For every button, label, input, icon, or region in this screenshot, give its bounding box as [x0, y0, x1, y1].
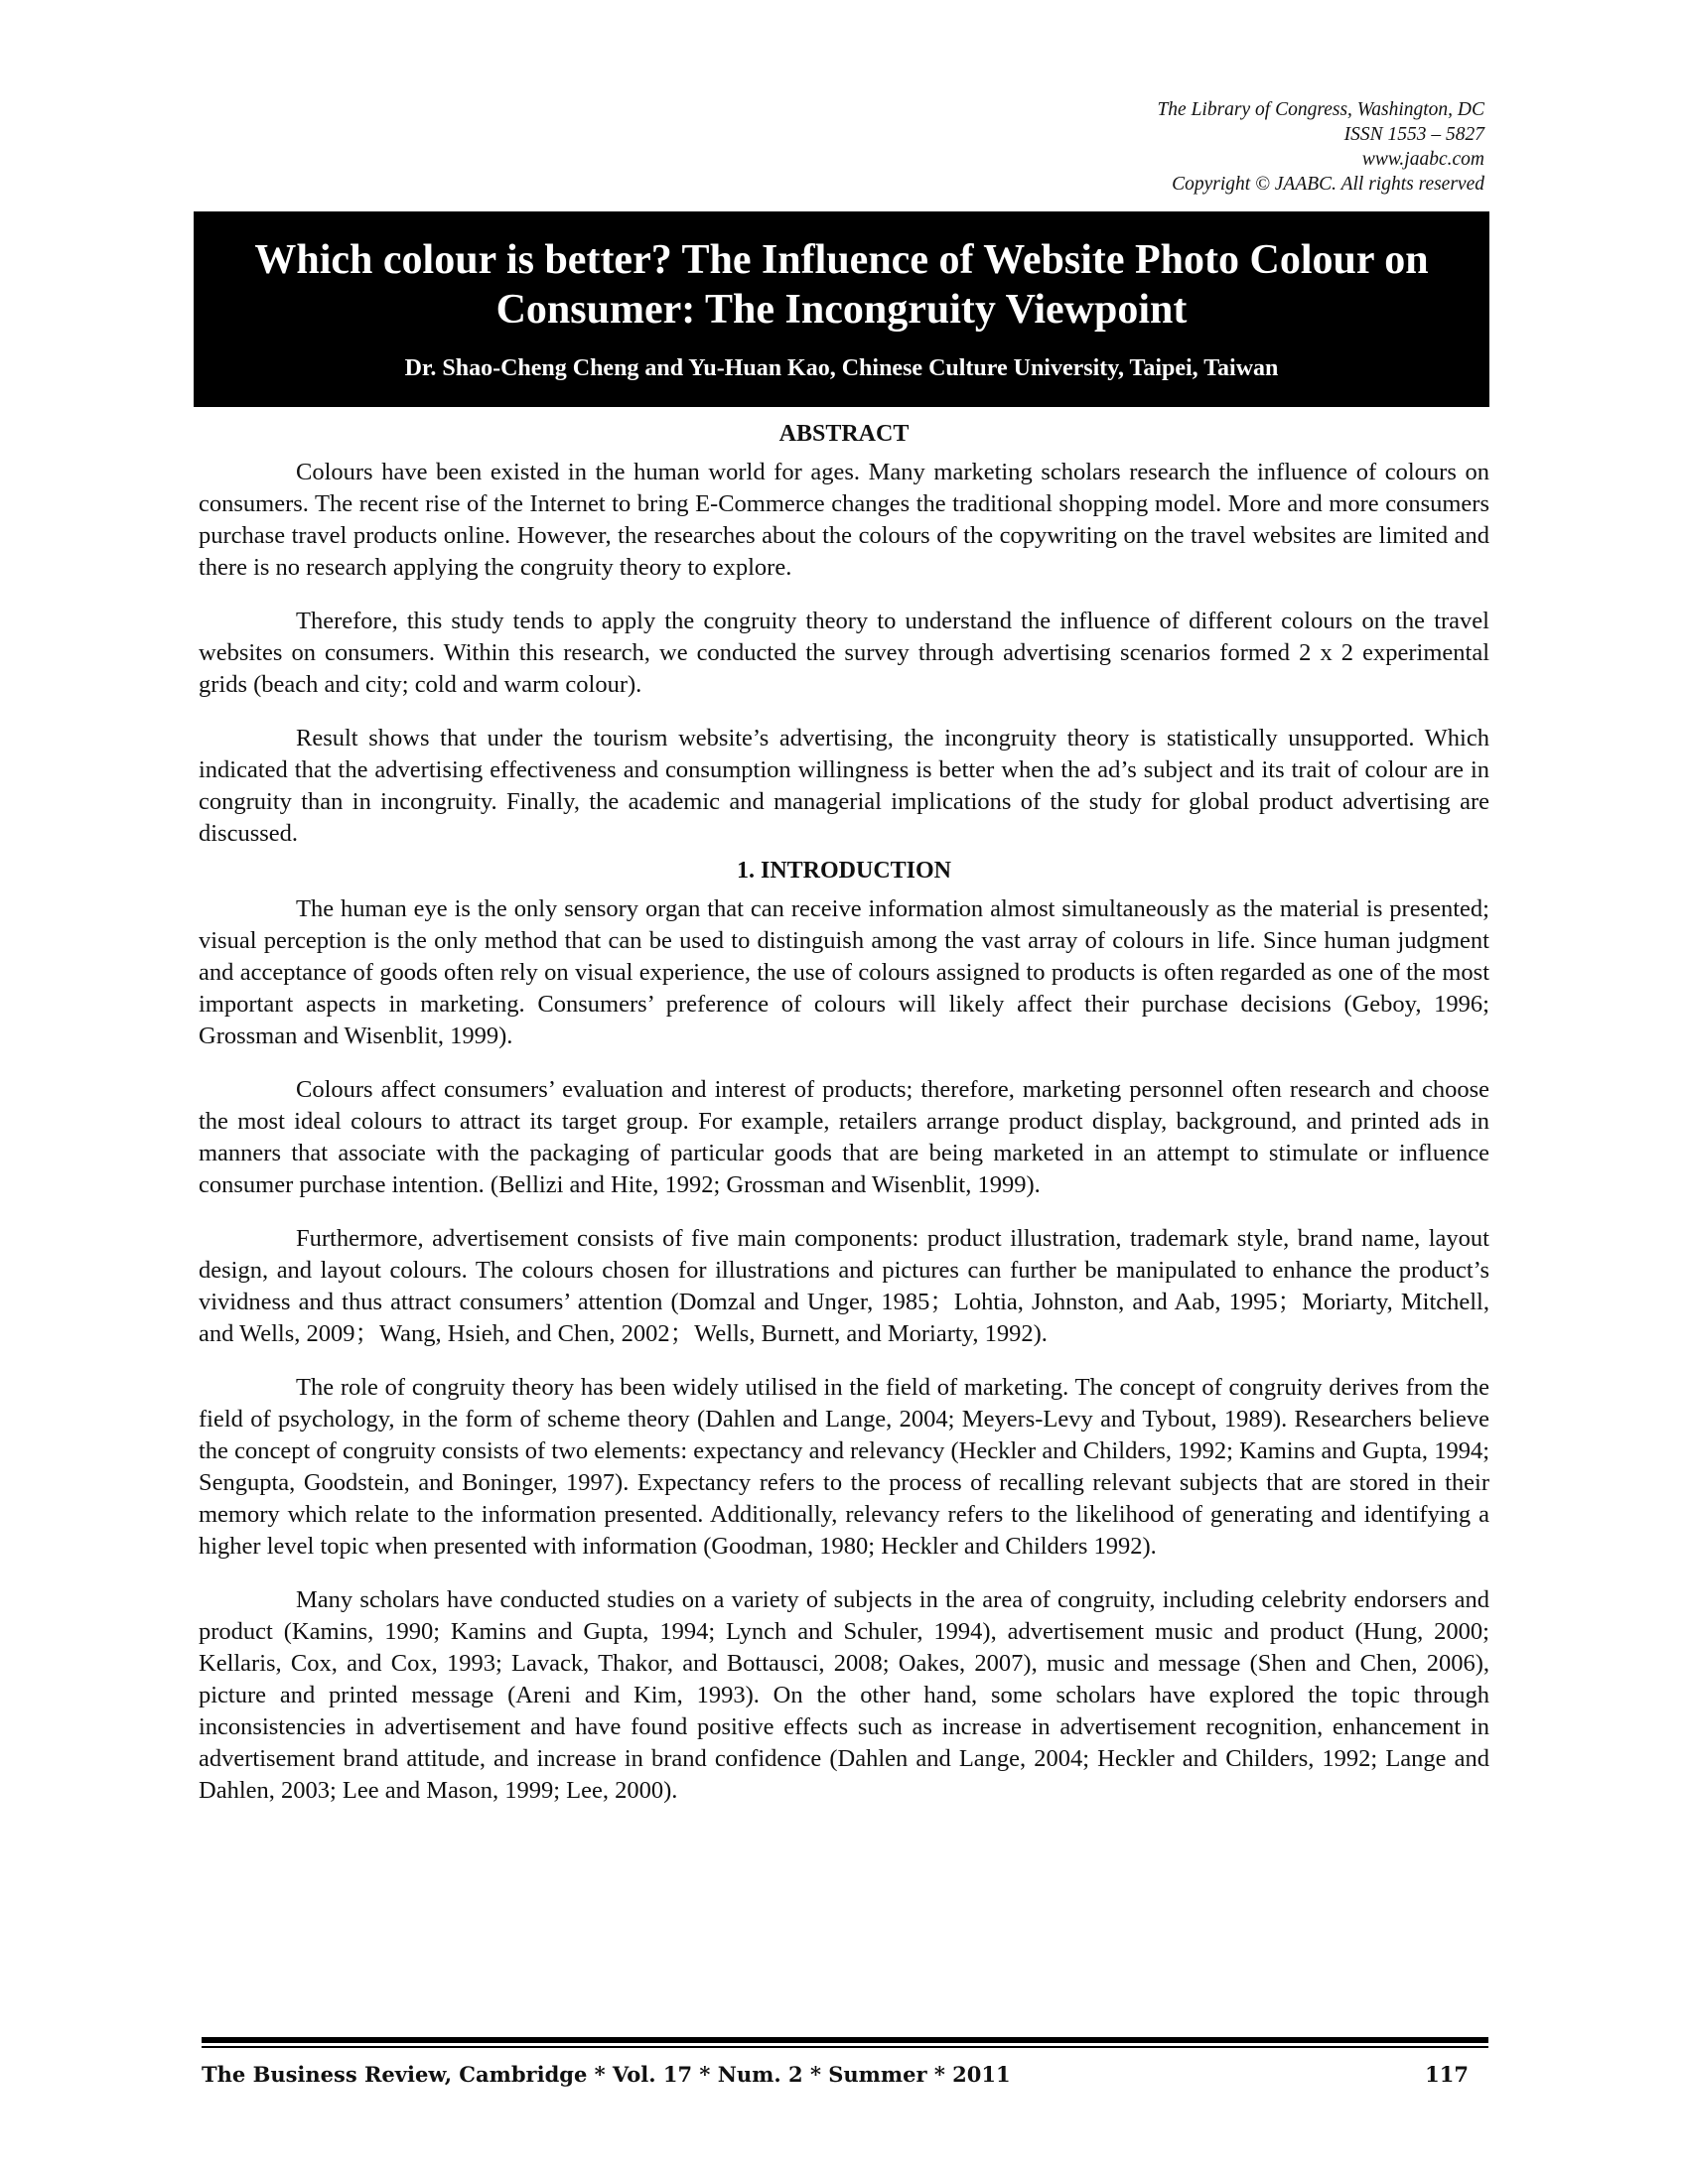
publisher-line: The Library of Congress, Washington, DC: [1157, 99, 1484, 120]
introduction-paragraph: Many scholars have conducted studies on a variety of subjects in the area of congruity, including celebrity endorsers and product (Kamins, 1990; Kamins and Gupta, 1994; Lynch and Schuler, 1994), advertisement music and product (Hung, 2000; Kellaris, Cox, and Cox, 1993; Lavack, Thakor, and Bottausci, 2008; Oakes, 2007), music and message (Shen and Chen, 2006), picture and printed message (Areni and Kim, 1993). On the other hand, some scholars have explored the topic through inconsistencies in advertisement and have found positive effects such as increase in advertisement recognition, enhancement in advertisement brand attitude, and increase in brand confidence (Dahlen and Lange, 2004; Heckler and Childers, 1992; Lange and Dahlen, 2003; Lee and Mason, 1999; Lee, 2000).: [199, 1586, 1489, 1804]
introduction-paragraph: The human eye is the only sensory organ that can receive information almost simultaneously as the material is presented; visual perception is the only method that can be used to distinguish among the vast array of colours in life. Since human judgment and acceptance of goods often rely on visual experience, the use of colours assigned to products is often regarded as one of the most important aspects in marketing. Consumers’ preference of colours will likely affect their purchase decisions (Geboy, 1996; Grossman and Wisenblit, 1999).: [199, 895, 1489, 1049]
page-number: 117: [1425, 2062, 1469, 2087]
issn-line: ISSN 1553 – 5827: [1343, 124, 1484, 145]
abstract-paragraph: Colours have been existed in the human world for ages. Many marketing scholars research the influence of colours on consumers. The recent rise of the Internet to bring E-Commerce changes the traditional shopping model. More and more consumers purchase travel products online. However, the researches about the colours of the copywriting on the travel websites are limited and there is no research applying the congruity theory to explore.: [199, 459, 1489, 581]
copyright-line: Copyright © JAABC. All rights reserved: [1172, 174, 1484, 195]
title-banner: [194, 211, 1489, 407]
authors-line: Dr. Shao-Cheng Cheng and Yu-Huan Kao, Chinese Culture University, Taipei, Taiwan: [404, 355, 1279, 381]
article-body: [199, 417, 1489, 1829]
introduction-heading: 1. INTRODUCTION: [736, 858, 952, 884]
introduction-paragraph: Furthermore, advertisement consists of five main components: product illustration, trademark style, brand name, layout design, and layout colours. The colours chosen for illustrations and pictures can further be manipulated to enhance the product’s vividness and thus attract consumers’ attention (Domzal and Unger, 1985；Lohtia, Johnston, and Aab, 1995；Moriarty, Mitchell, and Wells, 2009；Wang, Hsieh, and Chen, 2002；Wells, Burnett, and Moriarty, 1992).: [199, 1225, 1489, 1347]
page-footer: [202, 2037, 1488, 2087]
abstract-paragraph: Therefore, this study tends to apply the congruity theory to understand the influence of different colours on the travel websites on consumers. Within this research, we conducted the survey through advertising scenarios formed 2 x 2 experimental grids (beach and city; cold and warm colour).: [199, 608, 1489, 698]
paper-title: Which colour is better? The Influence of Website Photo Colour on Consumer: The Incongruity Viewpoint: [254, 237, 1429, 333]
introduction-paragraph: The role of congruity theory has been widely utilised in the field of marketing. The concept of congruity derives from the field of psychology, in the form of scheme theory (Dahlen and Lange, 2004; Meyers-Levy and Tybout, 1989). Researchers believe the concept of congruity consists of two elements: expectancy and relevancy (Heckler and Childers, 1992; Kamins and Gupta, 1994; Sengupta, Goodstein, and Boninger, 1997). Expectancy refers to the process of recalling relevant subjects that are stored in their memory which relate to the information presented. Additionally, relevancy refers to the likelihood of generating and identifying a higher level topic when presented with information (Goodman, 1980; Heckler and Childers 1992).: [199, 1374, 1489, 1560]
introduction-paragraph: Colours affect consumers’ evaluation and interest of products; therefore, marketing personnel often research and choose the most ideal colours to attract its target group. For example, retailers arrange product display, background, and printed ads in manners that associate with the packaging of particular goods that are being marketed in an attempt to stimulate or influence consumer purchase intention. (Bellizi and Hite, 1992; Grossman and Wisenblit, 1999).: [199, 1076, 1489, 1198]
footer-rule-thin: [202, 2046, 1488, 2048]
publication-info: [1157, 97, 1484, 197]
footer-rule: [202, 2037, 1488, 2043]
website-line: www.jaabc.com: [1361, 149, 1484, 170]
abstract-heading: ABSTRACT: [778, 421, 910, 447]
abstract-paragraph: Result shows that under the tourism website’s advertising, the incongruity theory is statistically unsupported. Which indicated that the advertising effectiveness and consumption willingness is better when the ad’s subject and its trait of colour are in congruity than in incongruity. Finally, the academic and managerial implications of the study for global product advertising are discussed.: [199, 725, 1489, 847]
journal-citation: The Business Review, Cambridge * Vol. 17 * Num. 2 * Summer * 2011: [202, 2062, 1011, 2087]
